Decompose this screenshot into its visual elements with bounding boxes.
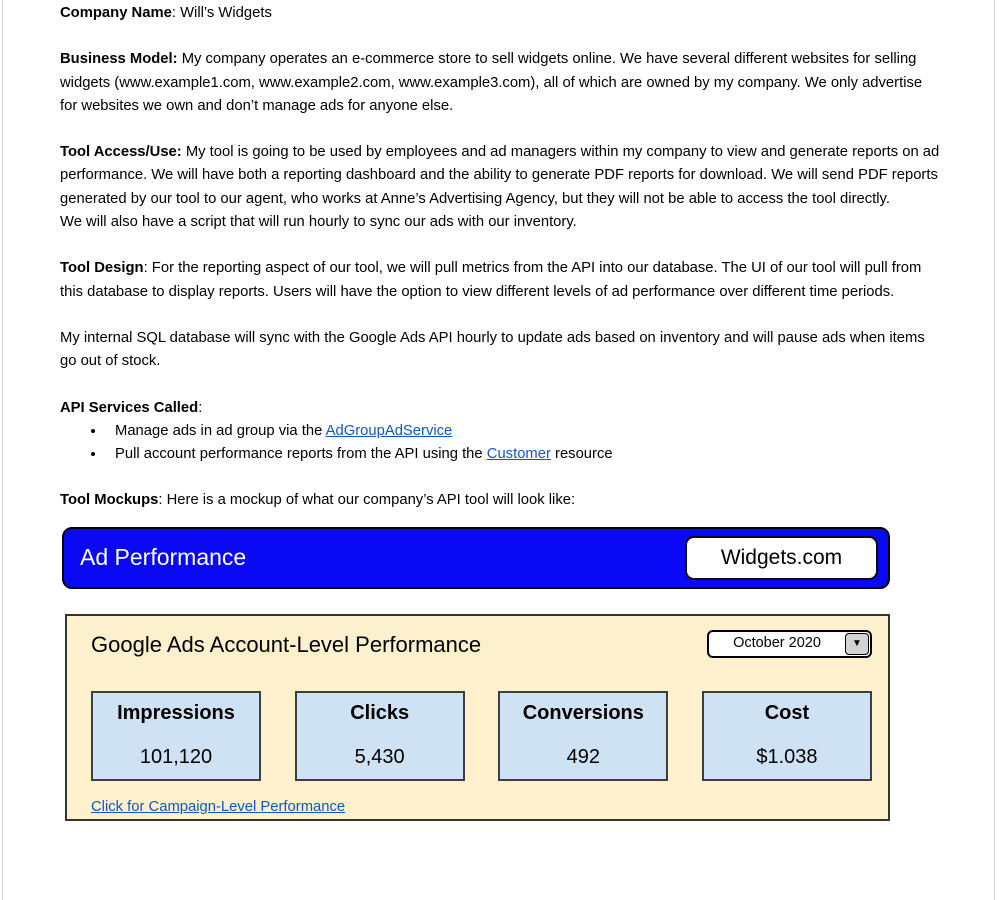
- month-dropdown-value: October 2020: [733, 635, 821, 652]
- widgets-site-button-label: Widgets.com: [720, 546, 843, 570]
- metric-card-impressions: [91, 691, 261, 781]
- api-services-list: [60, 420, 942, 467]
- tool-access-text-2: We will also have a script that will run hourly to sync our ads with our inventory.: [60, 214, 577, 231]
- paragraph-tool-access: [60, 141, 942, 234]
- customer-link[interactable]: Customer: [486, 446, 551, 463]
- business-model-label: Business Model:: [60, 51, 178, 68]
- list-item: [106, 420, 942, 443]
- company-name-value: : Will’s Widgets: [171, 5, 272, 21]
- campaign-level-link[interactable]: Click for Campaign-Level Performance: [91, 798, 346, 815]
- metric-card-clicks: [295, 691, 465, 781]
- page-edge-right: [994, 0, 995, 900]
- metric-value: 101,120: [139, 745, 213, 768]
- tool-design-text: : For the reporting aspect of our tool, we will pull metrics from the API into our database. The UI of our tool will pull from this database to display reports. Users will have the option to view different levels of ad performance over different time periods.: [60, 260, 922, 300]
- metric-value: $1.038: [756, 745, 818, 768]
- business-model-text: My company operates an e-commerce store to sell widgets online. We have several different websites for selling widgets (www.example1.com, www.example2.com, www.example3.com), all of which are owned by my company. We only advertise for websites we own and don’t manage ads for anyone else.: [60, 51, 923, 114]
- paragraph-business-model: [60, 48, 942, 118]
- adgroupadservice-link[interactable]: AdGroupAdService: [325, 422, 453, 439]
- tool-mockups-label: Tool Mockups: [60, 492, 159, 509]
- metric-card-row: [91, 691, 872, 781]
- api-services-colon: :: [198, 399, 203, 416]
- account-performance-panel: [65, 614, 890, 821]
- metric-card-conversions: [498, 691, 668, 781]
- sql-sync-text: My internal SQL database will sync with the Google Ads API hourly to update ads based on inventory and will pause ads when items go out of stock.: [60, 329, 925, 370]
- paragraph-company-name: [60, 2, 942, 25]
- chevron-down-icon: ▼: [852, 638, 862, 650]
- metric-value: 5,430: [354, 745, 405, 768]
- mockup-header-bar: [62, 527, 890, 589]
- month-dropdown-arrow-button[interactable]: [845, 633, 869, 655]
- paragraph-sql-sync: [60, 327, 942, 374]
- panel-title: Google Ads Account-Level Performance: [91, 631, 482, 657]
- paragraph-tool-design: [60, 257, 942, 304]
- mockup-app-title: Ad Performance: [80, 544, 247, 571]
- tool-mockups-text: : Here is a mockup of what our company’s API tool will look like:: [158, 492, 576, 509]
- panel-link-row: [91, 796, 872, 819]
- bullet2-text: Pull account performance reports from the API using the: [115, 446, 487, 463]
- metric-label: Clicks: [350, 701, 410, 724]
- metric-label: Conversions: [522, 701, 644, 724]
- tool-access-text: My tool is going to be used by employees and ad managers within my company to view and generate reports on ad performance. We will have both a reporting dashboard and the ability to generate PDF reports for download. We will send PDF reports generated by our tool to our agent, who works at Anne’s Advertising Agency, but they will not be able to access the tool directly.: [60, 144, 940, 207]
- api-services-label: API Services Called: [60, 399, 199, 416]
- month-dropdown[interactable]: [707, 630, 872, 658]
- metric-card-cost: [702, 691, 872, 781]
- paragraph-api-services: [60, 397, 942, 420]
- tool-design-label: Tool Design: [60, 260, 144, 277]
- bullet1-text: Manage ads in ad group via the: [115, 422, 326, 439]
- company-name-label: Company Name: [60, 5, 172, 21]
- tool-access-label: Tool Access/Use:: [60, 144, 182, 161]
- widgets-site-button[interactable]: [685, 536, 878, 580]
- bullet2-text-post: resource: [550, 446, 613, 463]
- paragraph-tool-mockups: [60, 489, 942, 512]
- panel-header: [91, 630, 872, 658]
- metric-label: Cost: [764, 701, 810, 724]
- metric-value: 492: [566, 745, 600, 768]
- page-edge-left: [2, 0, 3, 900]
- list-item: [106, 443, 942, 466]
- metric-label: Impressions: [117, 701, 235, 724]
